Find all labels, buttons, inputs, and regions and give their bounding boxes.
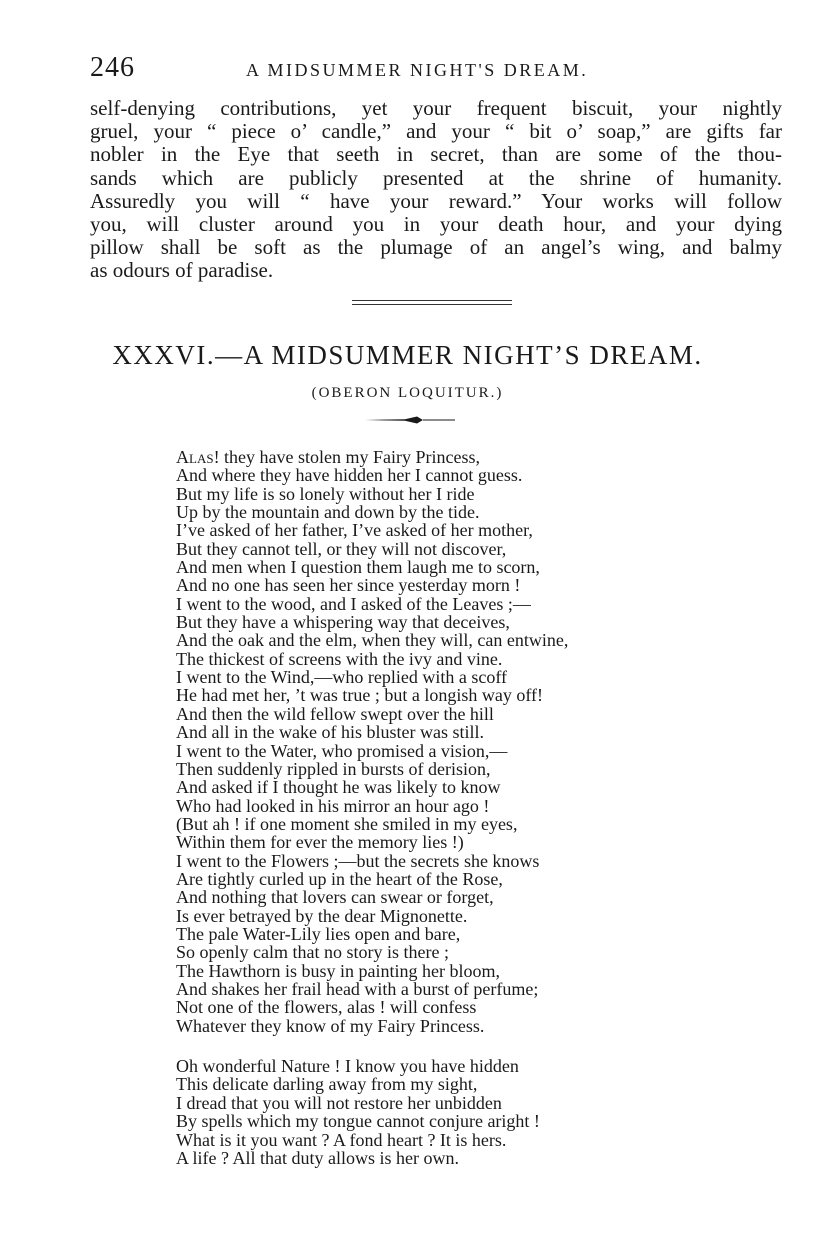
poem-line: Whatever they know of my Fairy Princess. xyxy=(176,1015,485,1036)
poem-line: And men when I question them laugh me to scorn, xyxy=(176,557,540,578)
running-head xyxy=(90,52,790,86)
prose-line: Assuredly you will “ have your reward.” Your works will follow xyxy=(90,188,782,213)
poem-line: I went to the Flowers ;—but the secrets she knows xyxy=(176,850,540,871)
poem-line: And where they have hidden her I cannot guess. xyxy=(176,465,523,486)
ornament-dash-icon xyxy=(365,415,455,425)
poem-line: Then suddenly rippled in bursts of derision, xyxy=(176,758,491,779)
poem-line: The thickest of screens with the ivy and vine. xyxy=(176,648,503,669)
poem-line: I went to the Water, who promised a vision,— xyxy=(176,740,508,761)
prose-paragraph xyxy=(90,97,782,283)
poem-line: And then the wild fellow swept over the hill xyxy=(176,703,494,724)
section-subtitle: (OBERON LOQUITUR.) xyxy=(311,385,504,401)
poem-line: By spells which my tongue cannot conjure aright ! xyxy=(176,1111,540,1132)
poem-line: And nothing that lovers can swear or forget, xyxy=(176,887,494,908)
prose-line: as odours of paradise. xyxy=(90,258,274,283)
poem-line: But they have a whispering way that deceives, xyxy=(176,612,510,633)
poem-line: But my life is so lonely without her I ride xyxy=(176,483,475,504)
prose-line: gruel, your “ piece o’ candle,” and your “ bit o’ soap,” are gifts far xyxy=(90,119,782,144)
running-title: A MIDSUMMER NIGHT'S DREAM. xyxy=(246,60,589,80)
section-title: XXXVI.—A MIDSUMMER NIGHT’S DREAM. xyxy=(112,340,703,370)
poem-line: A life ? All that duty allows is her own. xyxy=(176,1148,459,1169)
poem-line: This delicate darling away from my sight, xyxy=(176,1074,478,1095)
poem-line: Are tightly curled up in the heart of the Rose, xyxy=(176,868,503,889)
section-divider-rule xyxy=(352,300,512,301)
poem-line: The pale Water-Lily lies open and bare, xyxy=(176,923,461,944)
poem-line: He had met her, ’t was true ; but a longish way off! xyxy=(176,685,544,706)
prose-line: you, will cluster around you in your death hour, and your dying xyxy=(90,212,782,237)
poem-line: So openly calm that no story is there ; xyxy=(176,942,449,963)
poem-line: I went to the Wind,—who replied with a scoff xyxy=(176,667,508,688)
poem-line: (But ah ! if one moment she smiled in my eyes, xyxy=(176,813,518,834)
poem-line: Is ever betrayed by the dear Mignonette. xyxy=(176,905,468,926)
poem-stanza-2 xyxy=(176,1057,540,1167)
poem-line: The Hawthorn is busy in painting her bloom, xyxy=(176,960,500,981)
poem-line: What is it you want ? A fond heart ? It is hers. xyxy=(176,1129,507,1150)
poem-line: Oh wonderful Nature ! I know you have hidden xyxy=(176,1056,519,1076)
prose-line: sands which are publicly presented at the shrine of humanity. xyxy=(90,165,782,190)
poem-line: And all in the wake of his bluster was still. xyxy=(176,722,484,743)
prose-line: pillow shall be soft as the plumage of an angel’s wing, and balmy xyxy=(90,235,782,260)
poem-line: Not one of the flowers, alas ! will confess xyxy=(176,997,477,1018)
poem-line: And no one has seen her since yesterday morn ! xyxy=(176,575,521,596)
poem-first-line-rest: ! they have stolen my Fairy Princess, xyxy=(213,447,481,467)
poem-stanza-1 xyxy=(176,448,568,1035)
poem-line: I went to the wood, and I asked of the Leaves ;— xyxy=(176,593,531,614)
poem-line: And asked if I thought he was likely to know xyxy=(176,777,501,798)
poem-line: And shakes her frail head with a burst of perfume; xyxy=(176,978,539,999)
poem-first-word: Alas xyxy=(176,447,214,467)
poem-line: Up by the mountain and down by the tide. xyxy=(176,502,480,523)
poem-line: Within them for ever the memory lies !) xyxy=(176,832,464,853)
poem-line xyxy=(176,448,568,466)
section-divider-rule xyxy=(352,304,512,305)
poem-line: I’ve asked of her father, I’ve asked of her mother, xyxy=(176,520,533,541)
prose-line: self-denying contributions, yet your frequent biscuit, your nightly xyxy=(90,96,782,120)
poem-line: But they cannot tell, or they will not discover, xyxy=(176,538,507,559)
poem-line: I dread that you will not restore her unbidden xyxy=(176,1092,502,1113)
page-number: 246 xyxy=(90,52,135,83)
poem-line: And the oak and the elm, when they will, can entwine, xyxy=(176,630,569,651)
prose-line: nobler in the Eye that seeth in secret, than are some of the thou- xyxy=(90,142,782,167)
poem-line: Who had looked in his mirror an hour ago ! xyxy=(176,795,490,816)
